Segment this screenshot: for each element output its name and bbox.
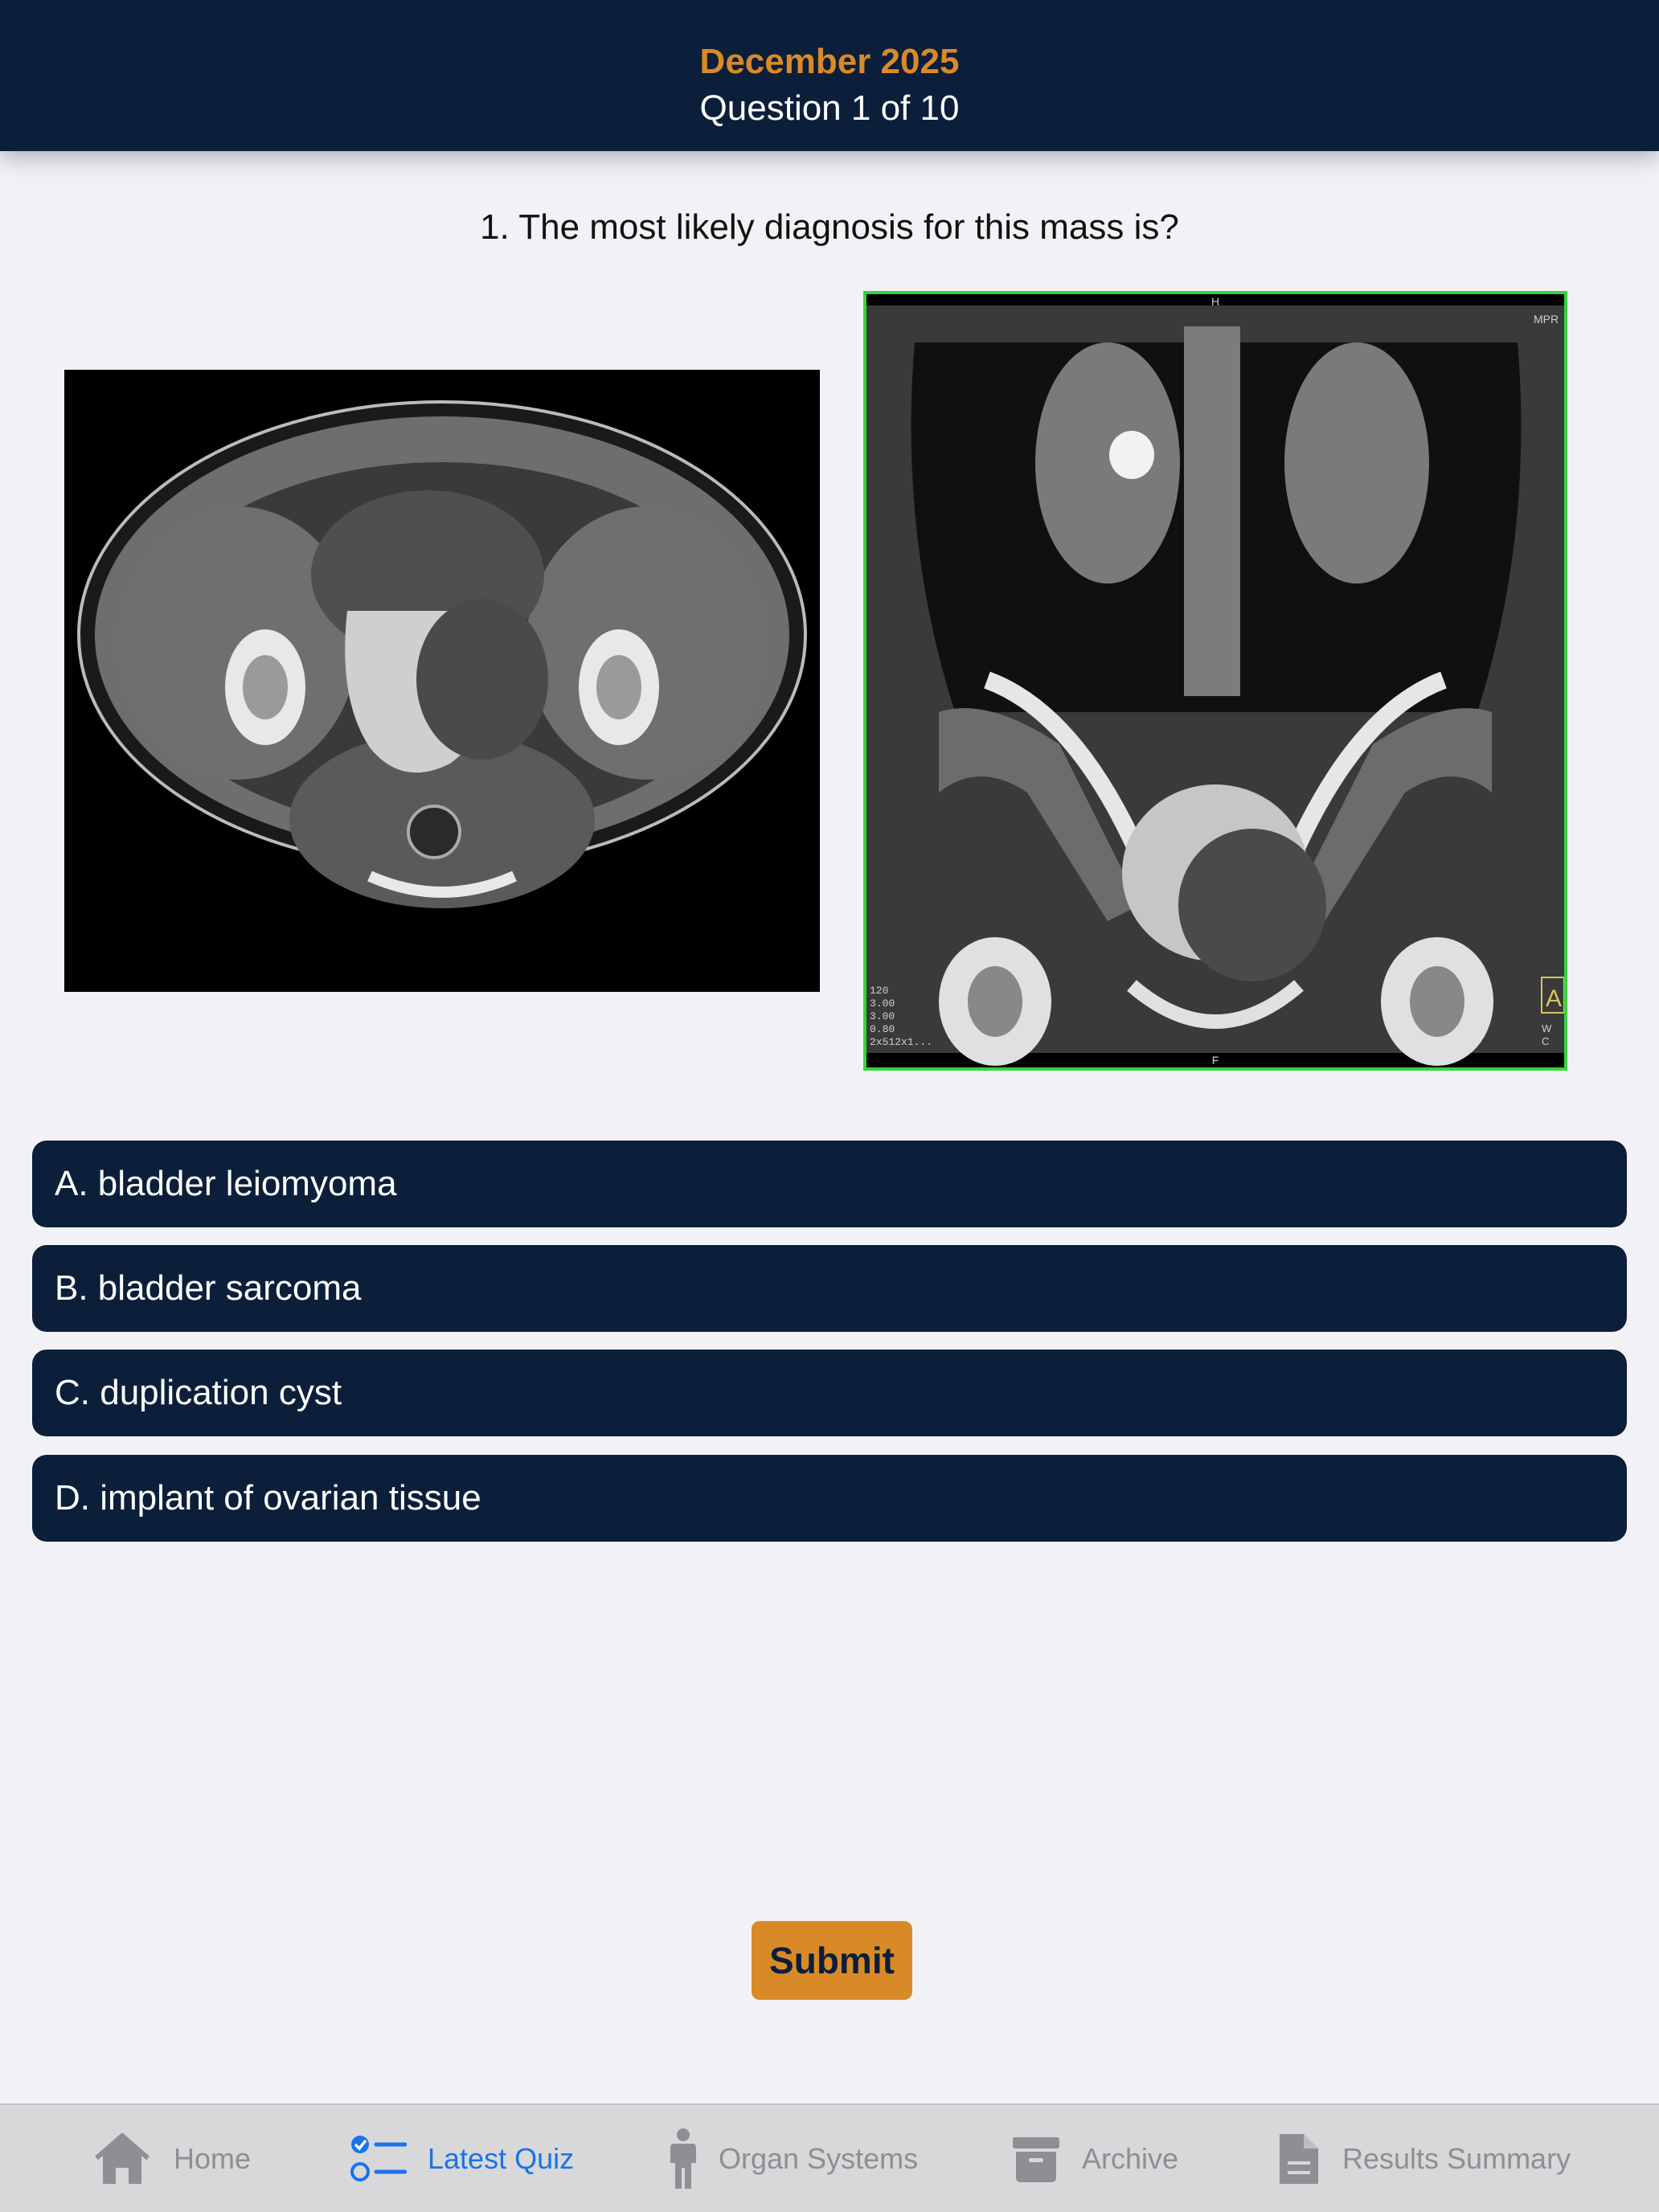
tab-home[interactable]: [92, 2105, 251, 2212]
image-w-label: W: [1542, 1022, 1552, 1034]
house-icon: [92, 2131, 153, 2187]
coronal-ct-image[interactable]: [863, 291, 1567, 1071]
image-info-line: 2x512x1...: [870, 1036, 933, 1048]
tab-archive[interactable]: [1011, 2105, 1178, 2212]
checklist-icon: [349, 2132, 407, 2186]
axial-ct-image[interactable]: [64, 370, 820, 992]
image-info-line: 3.00: [870, 1010, 895, 1022]
image-info-line: 3.00: [870, 997, 895, 1010]
answer-option-d[interactable]: [32, 1455, 1627, 1542]
submit-button[interactable]: Submit: [752, 1921, 912, 2000]
tab-label: Organ Systems: [719, 2141, 919, 2175]
image-info-line: 0.80: [870, 1023, 895, 1035]
tab-organ-systems[interactable]: [669, 2105, 918, 2212]
image-side-label: A: [1546, 985, 1563, 1012]
tab-label: Results Summary: [1342, 2141, 1571, 2175]
tab-label: Archive: [1082, 2141, 1179, 2175]
image-top-label: H: [1210, 295, 1220, 308]
answer-option-b[interactable]: [32, 1245, 1627, 1332]
answer-option-c[interactable]: [32, 1350, 1627, 1436]
document-icon: [1276, 2131, 1321, 2187]
person-icon: [669, 2128, 698, 2190]
tab-latest-quiz[interactable]: [349, 2105, 574, 2212]
image-c-label: C: [1542, 1035, 1550, 1047]
tab-label: Latest Quiz: [428, 2141, 575, 2175]
tab-results-summary[interactable]: [1276, 2105, 1571, 2212]
answer-option-label: C. duplication cyst: [55, 1373, 342, 1412]
answer-option-a[interactable]: [32, 1141, 1627, 1227]
image-bottom-label: F: [1211, 1054, 1219, 1067]
header-bar: [0, 0, 1659, 151]
tab-label: Home: [174, 2141, 252, 2175]
answer-option-label: A. bladder leiomyoma: [55, 1164, 397, 1203]
archive-box-icon: [1011, 2134, 1061, 2184]
image-corner-label: MPR: [1534, 313, 1559, 326]
bottom-tab-bar: [0, 2103, 1659, 2212]
answer-option-label: B. bladder sarcoma: [55, 1268, 362, 1308]
question-text: 1. The most likely diagnosis for this mass is?: [480, 207, 1179, 247]
answer-option-label: D. implant of ovarian tissue: [55, 1478, 481, 1518]
question-counter: Question 1 of 10: [699, 88, 960, 128]
image-info-line: 120: [870, 985, 889, 997]
quiz-month-title: December 2025: [699, 42, 960, 81]
